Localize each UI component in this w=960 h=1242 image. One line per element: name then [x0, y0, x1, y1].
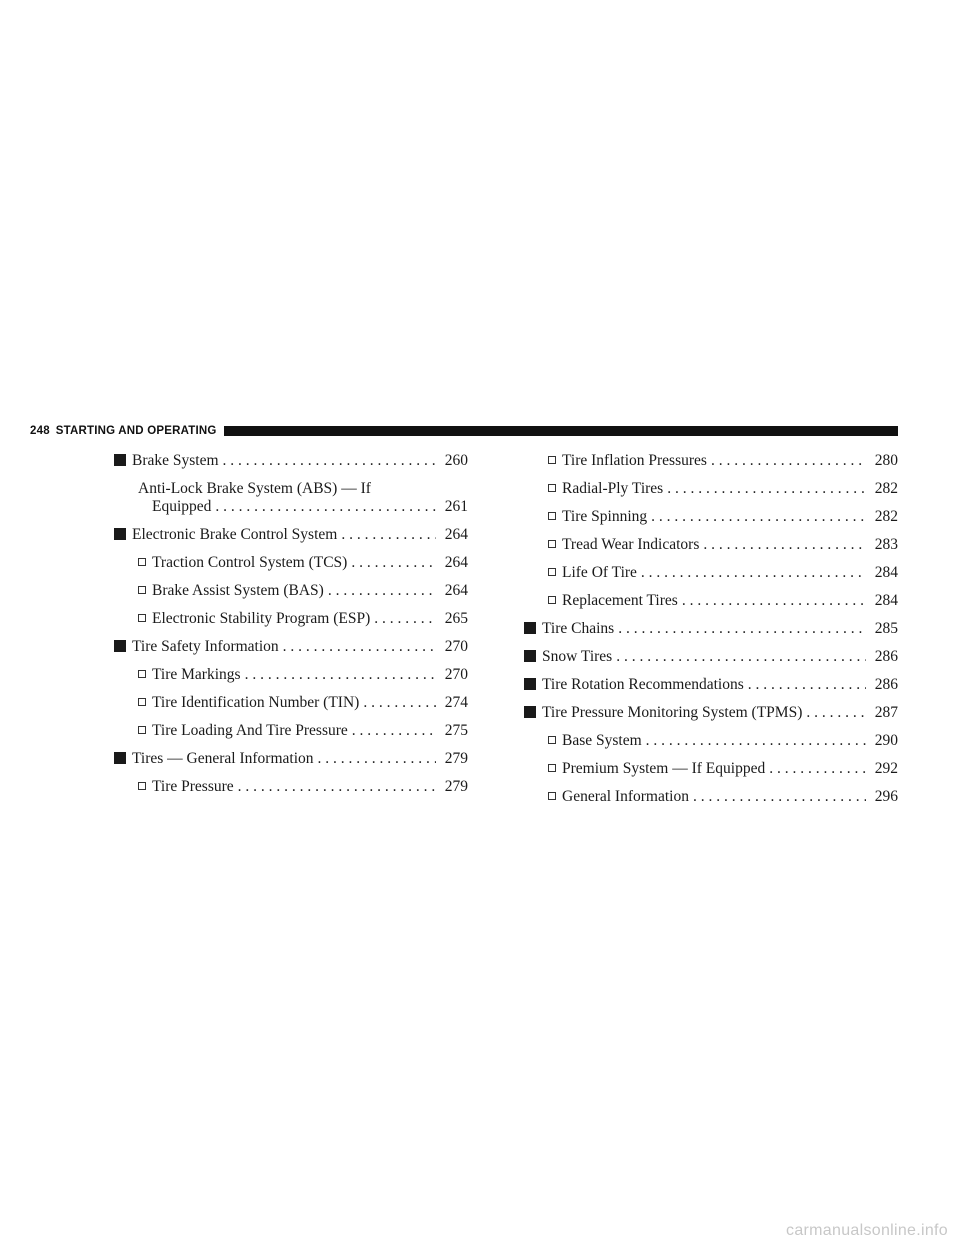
dot-leader — [215, 498, 436, 516]
square-outline-bullet-icon — [548, 540, 556, 548]
square-outline-bullet-icon — [138, 782, 146, 790]
entry-page: 290 — [874, 732, 898, 749]
toc-entry[interactable] — [524, 620, 898, 638]
entry-label: Anti-Lock Brake System (ABS) — If — [138, 480, 371, 497]
page-header — [30, 424, 898, 438]
dot-leader — [283, 638, 436, 656]
toc-entry[interactable] — [524, 564, 898, 582]
header-rule — [224, 426, 898, 436]
entry-page: 261 — [444, 498, 468, 515]
square-outline-bullet-icon — [138, 558, 146, 566]
entry-page: 292 — [874, 760, 898, 777]
square-filled-bullet-icon — [524, 622, 536, 634]
square-filled-bullet-icon — [524, 650, 536, 662]
entry-label: Brake System — [132, 452, 219, 469]
entry-page: 264 — [444, 526, 468, 543]
entry-label: Electronic Stability Program (ESP) — [152, 610, 371, 627]
watermark: carmanualsonline.info — [786, 1222, 948, 1239]
section-title: STARTING AND OPERATING — [55, 425, 217, 437]
square-filled-bullet-icon — [114, 752, 126, 764]
toc-entry[interactable] — [114, 610, 468, 628]
dot-leader — [341, 526, 436, 544]
square-filled-bullet-icon — [114, 454, 126, 466]
toc-entry[interactable] — [114, 480, 468, 516]
entry-label: Tire Rotation Recommendations — [542, 676, 744, 693]
entry-page: 283 — [874, 536, 898, 553]
toc-entry[interactable] — [524, 592, 898, 610]
entry-label: Tire Spinning — [562, 508, 648, 525]
dot-leader — [363, 694, 436, 712]
toc-entry[interactable] — [114, 778, 468, 796]
entry-label: Base System — [562, 732, 642, 749]
toc-entry[interactable] — [114, 582, 468, 600]
square-outline-bullet-icon — [548, 792, 556, 800]
dot-leader — [769, 760, 866, 778]
dot-leader — [641, 564, 866, 582]
toc-entry[interactable] — [524, 788, 898, 806]
dot-leader — [351, 554, 436, 572]
square-outline-bullet-icon — [548, 596, 556, 604]
dot-leader — [616, 648, 866, 666]
square-outline-bullet-icon — [548, 736, 556, 744]
dot-leader — [328, 582, 436, 600]
toc-column-left — [114, 452, 468, 806]
square-outline-bullet-icon — [138, 698, 146, 706]
square-outline-bullet-icon — [548, 484, 556, 492]
square-outline-bullet-icon — [138, 614, 146, 622]
entry-page: 275 — [444, 722, 468, 739]
dot-leader — [703, 536, 866, 554]
dot-leader — [352, 722, 436, 740]
toc-column-right — [524, 452, 898, 816]
entry-label: Traction Control System (TCS) — [152, 554, 348, 571]
toc-entry[interactable] — [524, 508, 898, 526]
toc-entry[interactable] — [524, 732, 898, 750]
dot-leader — [223, 452, 436, 470]
entry-label: Electronic Brake Control System — [132, 526, 338, 543]
entry-label: Premium System — If Equipped — [562, 760, 766, 777]
entry-label: Tires — General Information — [132, 750, 314, 767]
dot-leader — [245, 666, 436, 684]
entry-label: Snow Tires — [542, 648, 613, 665]
square-filled-bullet-icon — [524, 706, 536, 718]
toc-entry[interactable] — [114, 452, 468, 470]
dot-leader — [651, 508, 866, 526]
entry-page: 284 — [874, 564, 898, 581]
toc-entry[interactable] — [114, 722, 468, 740]
square-filled-bullet-icon — [524, 678, 536, 690]
entry-label: Tire Loading And Tire Pressure — [152, 722, 348, 739]
square-filled-bullet-icon — [114, 640, 126, 652]
entry-page: 279 — [444, 750, 468, 767]
entry-page: 265 — [444, 610, 468, 627]
dot-leader — [646, 732, 866, 750]
dot-leader — [711, 452, 866, 470]
page-number: 248 — [30, 425, 50, 437]
entry-page: 274 — [444, 694, 468, 711]
dot-leader — [318, 750, 436, 768]
toc-entry[interactable] — [524, 760, 898, 778]
entry-page: 282 — [874, 480, 898, 497]
entry-label-continued: Equipped — [152, 498, 212, 515]
toc-entry[interactable] — [524, 648, 898, 666]
entry-page: 279 — [444, 778, 468, 795]
toc-entry[interactable] — [524, 480, 898, 498]
entry-label: Tire Inflation Pressures — [562, 452, 707, 469]
entry-page: 264 — [444, 554, 468, 571]
toc-entry[interactable] — [114, 750, 468, 768]
toc-entry[interactable] — [524, 536, 898, 554]
entry-label: Tire Pressure Monitoring System (TPMS) — [542, 704, 803, 721]
entry-page: 260 — [444, 452, 468, 469]
entry-page: 284 — [874, 592, 898, 609]
toc-entry[interactable] — [524, 704, 898, 722]
toc-entry[interactable] — [114, 638, 468, 656]
entry-label: General Information — [562, 788, 689, 805]
entry-label: Tire Pressure — [152, 778, 234, 795]
dot-leader — [748, 676, 866, 694]
dot-leader — [667, 480, 866, 498]
square-outline-bullet-icon — [548, 568, 556, 576]
square-outline-bullet-icon — [138, 586, 146, 594]
square-outline-bullet-icon — [548, 512, 556, 520]
entry-label: Replacement Tires — [562, 592, 678, 609]
toc-entry[interactable] — [114, 666, 468, 684]
toc-entry[interactable] — [114, 554, 468, 572]
dot-leader — [374, 610, 436, 628]
dot-leader — [682, 592, 866, 610]
toc-entry[interactable] — [114, 526, 468, 544]
square-outline-bullet-icon — [548, 764, 556, 772]
entry-label: Radial-Ply Tires — [562, 480, 664, 497]
toc-entry[interactable] — [524, 452, 898, 470]
square-outline-bullet-icon — [138, 726, 146, 734]
entry-label: Tire Identification Number (TIN) — [152, 694, 360, 711]
square-filled-bullet-icon — [114, 528, 126, 540]
entry-label: Brake Assist System (BAS) — [152, 582, 324, 599]
entry-page: 287 — [874, 704, 898, 721]
square-outline-bullet-icon — [138, 670, 146, 678]
entry-page: 285 — [874, 620, 898, 637]
toc-entry[interactable] — [524, 676, 898, 694]
entry-page: 282 — [874, 508, 898, 525]
entry-page: 296 — [874, 788, 898, 805]
entry-page: 270 — [444, 666, 468, 683]
entry-label: Tire Safety Information — [132, 638, 279, 655]
entry-page: 270 — [444, 638, 468, 655]
entry-page: 286 — [874, 648, 898, 665]
dot-leader — [618, 620, 866, 638]
entry-label: Tread Wear Indicators — [562, 536, 700, 553]
entry-label: Tire Markings — [152, 666, 241, 683]
entry-label: Tire Chains — [542, 620, 615, 637]
toc-entry[interactable] — [114, 694, 468, 712]
entry-page: 286 — [874, 676, 898, 693]
dot-leader — [693, 788, 866, 806]
entry-page: 280 — [874, 452, 898, 469]
entry-label: Life Of Tire — [562, 564, 637, 581]
dot-leader — [238, 778, 436, 796]
dot-leader — [806, 704, 866, 722]
entry-page: 264 — [444, 582, 468, 599]
square-outline-bullet-icon — [548, 456, 556, 464]
